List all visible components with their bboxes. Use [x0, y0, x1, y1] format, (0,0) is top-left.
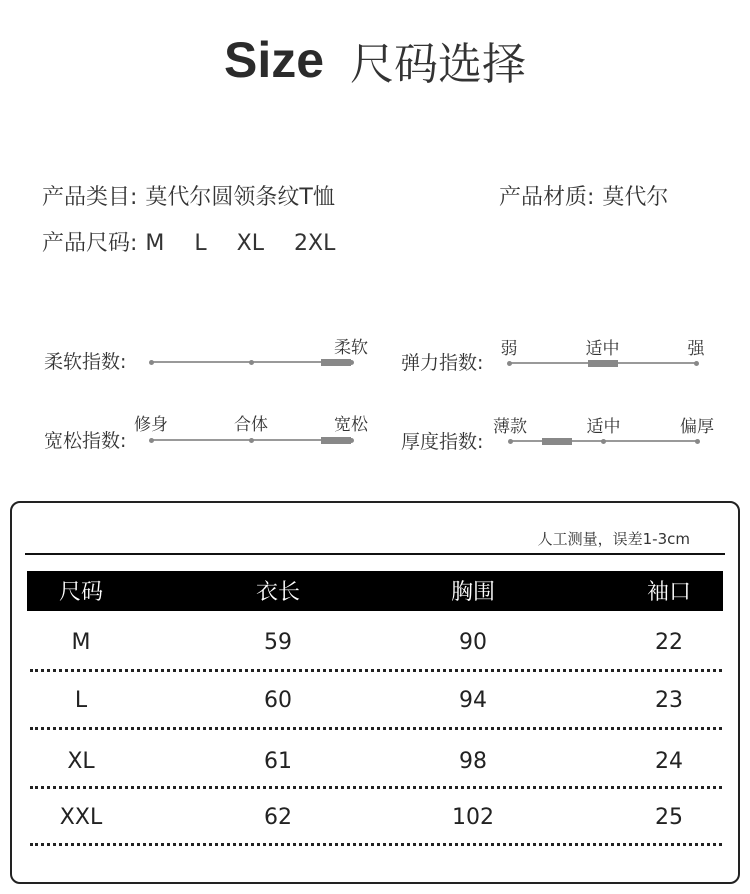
cell-size: XL: [67, 749, 95, 774]
thickness-index-dot: [695, 439, 700, 444]
title-zh: 尺码选择: [350, 39, 527, 90]
row-divider: [30, 669, 722, 672]
size-label: 产品尺码:: [42, 231, 138, 256]
cell-length: 62: [264, 805, 292, 830]
softness-index-dot: [249, 360, 254, 365]
elasticity-index-marker: [588, 360, 618, 367]
row-divider: [30, 843, 722, 846]
cell-size: M: [71, 630, 91, 655]
thickness-index-marker: [542, 438, 572, 445]
cell-length: 61: [264, 749, 292, 774]
cell-length: 59: [264, 630, 292, 655]
elasticity-index-tick: 弱: [500, 339, 518, 359]
cell-cuff: 23: [655, 688, 683, 713]
material-label: 产品材质:: [499, 185, 595, 210]
material-value: 莫代尔: [602, 185, 669, 210]
category-value: 莫代尔圆领条纹T恤: [145, 185, 335, 210]
thickness-index-tick: 适中: [586, 417, 621, 437]
thickness-index-dot: [508, 439, 513, 444]
header-size: 尺码: [58, 580, 104, 605]
size-option: XL: [236, 231, 264, 256]
header-chest: 胸围: [450, 580, 496, 605]
measurement-note: 人工测量，误差1-3cm: [537, 530, 690, 548]
softness-index-dot: [149, 360, 154, 365]
cell-cuff: 25: [655, 805, 683, 830]
elasticity-index-label: 弹力指数:: [401, 352, 484, 374]
elasticity-index-dot: [694, 361, 699, 366]
thickness-index-tick: 薄款: [493, 417, 527, 437]
page-title: [0, 28, 750, 92]
cell-length: 60: [264, 688, 292, 713]
softness-index-label: 柔软指数:: [44, 351, 127, 373]
product-category: [42, 180, 335, 211]
cell-size: XXL: [59, 805, 103, 830]
cell-chest: 90: [459, 630, 487, 655]
elasticity-index-dot: [507, 361, 512, 366]
cell-chest: 102: [452, 805, 494, 830]
title-en: Size: [223, 32, 325, 88]
fit-index-tick: 宽松: [334, 415, 368, 435]
elasticity-index-tick: 强: [687, 339, 705, 359]
category-label: 产品类目:: [42, 185, 138, 210]
cell-size: L: [74, 688, 88, 713]
thickness-index-dot: [601, 439, 606, 444]
header-cuff: 袖口: [646, 580, 692, 605]
fit-index-tick: 修身: [134, 415, 168, 435]
divider: [25, 553, 725, 555]
table-header: [27, 571, 723, 611]
size-option: L: [194, 231, 207, 256]
cell-cuff: 24: [655, 749, 683, 774]
row-divider: [30, 727, 722, 730]
product-sizes: [42, 226, 357, 257]
fit-index-label: 宽松指数:: [44, 430, 127, 452]
fit-index-dot: [249, 438, 254, 443]
fit-index-marker: [321, 437, 351, 444]
thickness-index-tick: 偏厚: [680, 417, 714, 437]
size-table-frame: [10, 501, 740, 884]
header-length: 衣长: [255, 580, 301, 605]
cell-chest: 98: [459, 749, 487, 774]
cell-chest: 94: [459, 688, 487, 713]
softness-index-marker: [321, 359, 351, 366]
softness-index-tick: 柔软: [334, 338, 368, 358]
size-option: M: [145, 231, 165, 256]
fit-index-dot: [149, 438, 154, 443]
cell-cuff: 22: [655, 630, 683, 655]
size-option: 2XL: [294, 231, 336, 256]
thickness-index-label: 厚度指数:: [401, 431, 484, 453]
row-divider: [30, 786, 722, 789]
elasticity-index-tick: 适中: [585, 339, 620, 359]
product-material: [499, 180, 668, 211]
fit-index-tick: 合体: [234, 415, 268, 435]
